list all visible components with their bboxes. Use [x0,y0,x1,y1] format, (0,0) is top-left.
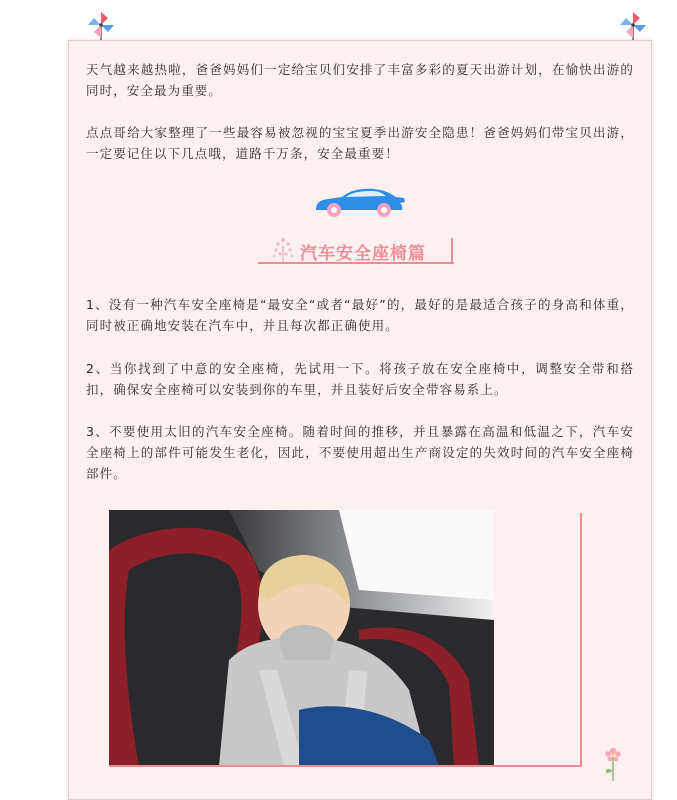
intro-paragraph-1: 天气越来越热啦，爸爸妈妈们一定给宝贝们安排了丰富多彩的夏天出游计划，在愉快出游的同时，安全最为重要。 [86,62,634,98]
child-car-seat-photo [109,510,494,766]
photo-frame-right [580,513,582,767]
flower-icon [268,234,298,266]
tip-paragraph-2: 2、当你找到了中意的安全座椅，先试用一下。将孩子放在安全座椅中，调整安全带和搭扣，确保安全座椅可以安装到你的车里，并且装好后安全带容易系上。 [86,361,634,397]
pinwheel-icon [618,10,648,40]
photo-frame-bottom [109,765,582,767]
tip-paragraph-1: 1、没有一种汽车安全座椅是“最安全“或者“最好”的，最好的是最适合孩子的身高和体重，同时被正确地安装在汽车中，并且每次都正确使用。 [86,297,634,333]
pinwheel-icon [86,10,116,40]
tip-paragraph-3: 3、不要使用太旧的汽车安全座椅。随着时间的推移，并且暴露在高温和低温之下，汽车安全座椅上的部件可能发生老化，因此，不要使用超出生产商设定的失效时间的汽车安全座椅部件。 [86,424,634,481]
intro-paragraph-2: 点点哥给大家整理了一些最容易被忽视的宝宝夏季出游安全隐患！爸爸妈妈们带宝贝出游，一定要记住以下几点哦，道路千万条，安全最重要！ [86,125,634,161]
section-title: 汽车安全座椅篇 [300,244,426,264]
flower-icon [600,745,626,781]
car-icon [312,185,408,219]
heading-sideline [451,238,453,263]
